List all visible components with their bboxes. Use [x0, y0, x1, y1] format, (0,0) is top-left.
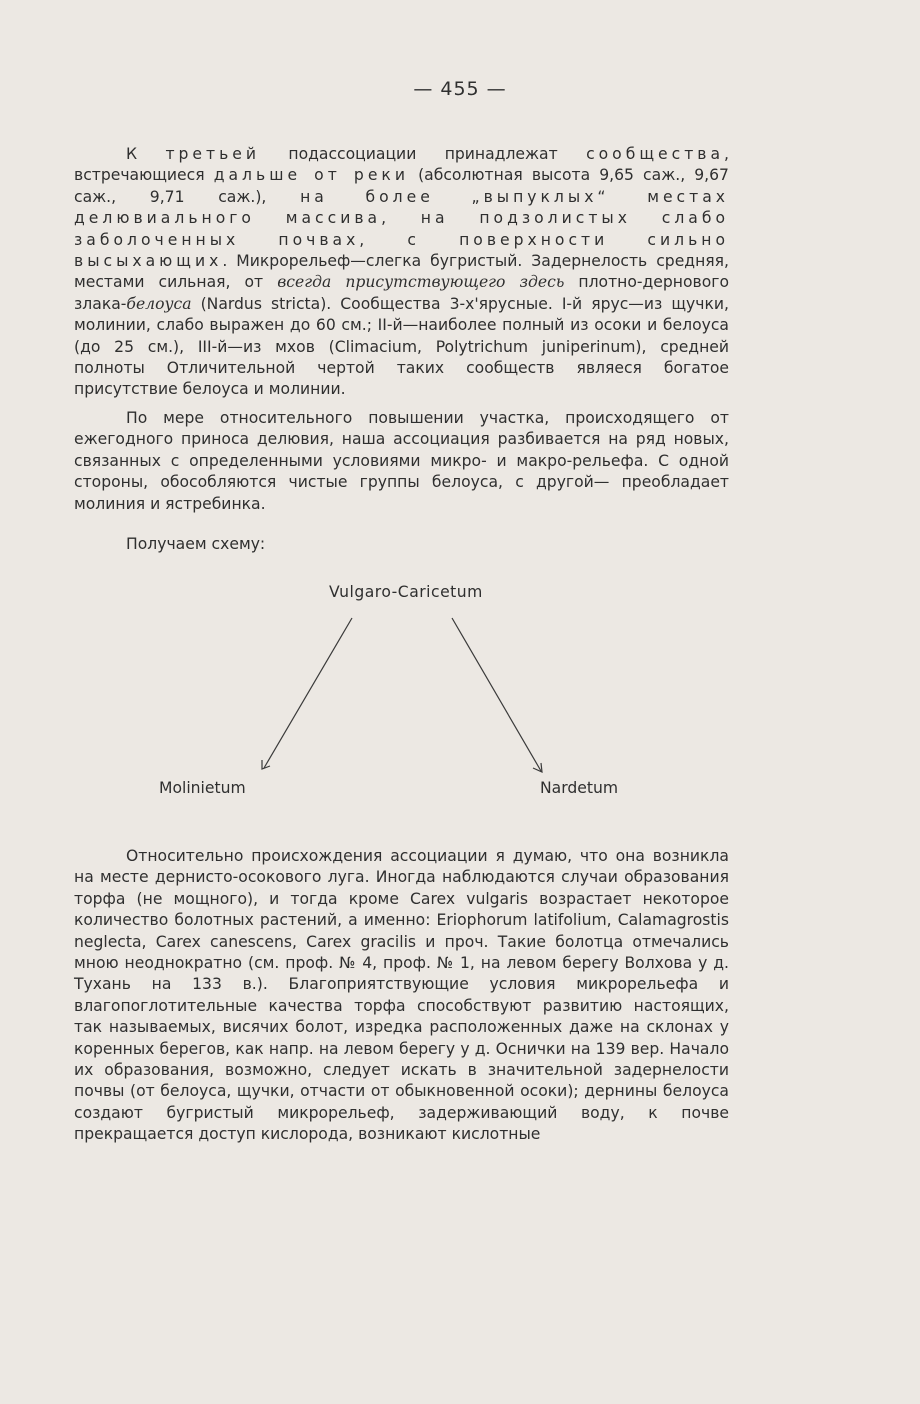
- arrow-right-line: [452, 618, 541, 771]
- scheme-arrows: [0, 570, 920, 830]
- arrow-left-line: [264, 618, 352, 768]
- page-number: — 455 —: [413, 78, 507, 100]
- scheme-intro: Получаем схему:: [126, 535, 266, 553]
- scheme-node-nardetum: Nardetum: [540, 779, 619, 797]
- paragraph-association-split: По мере относительного повышении участка, происходящего от ежегодного приноса делювия, наша ассоциация разбивается на ряд новых, связанных с определенными условиями микро- и макро-рельефа. С одной стороны, обособляются чистые группы белоуса, с другой— преобладает молиния и ястребинка.: [74, 409, 729, 513]
- scheme-node-molinietum: Molinietum: [159, 779, 246, 797]
- paragraph-third-subassociation: К третьей подассоциации принадлежат сообщества, встречающиеся дальше от реки (абсолютная высота 9,65 саж., 9,67 саж., 9,71 саж.), на более „выпуклых“ местах делювиального массива, на подзолистых слабо заболоченных почвах, с поверхности сильно высыхающих. Микрорельеф—слегка бугристый. Задернелость средняя, местами сильная, от всегда присутствующего здесь плотно-дернового злака-белоуса (Nardus stricta). Сообщества 3-х'ярусные. I-й ярус—из щучки, молинии, слабо выражен до 60 см.; II-й—наиболее полный из осоки и белоуса (до 25 см.), III-й—из мхов (Climacium, Polytrichum juniperinum), средней полноты Отличительной чертой таких сообществ являеся богатое присутствие белоуса и молинии.: [74, 145, 729, 399]
- scheme-node-vulgaro-caricetum: Vulgaro-Caricetum: [329, 583, 483, 601]
- paragraph-origin: Относительно происхождения ассоциации я думаю, что она возникла на месте дернисто-осокового луга. Иногда наблюдаются случаи образования торфа (не мощного), и тогда кроме Carex vulgaris возрастает некоторое количество болотных растений, а именно: Eriophorum latifolium, Calamagrostis neglecta, Carex canescens, Carex gracilis и проч. Такие болотца отмечались мною неоднократно (см. проф. № 4, проф. № 1, на левом берегу Волхова у д. Тухань на 133 в.). Благоприятствующие условия микрорельефа и влагопоглотительные качества торфа способствуют развитию настоящих, так называемых, висячих болот, изредка расположенных даже на склонах у коренных берегов, как напр. на левом берегу у д. Оснички на 139 вер. Начало их образования, возможно, следует искать в значительной задернелости почвы (от белоуса, щучки, отчасти от обыкновенной осоки); дернины белоуса создают бугристый микрорельеф, задерживающий воду, к почве прекращается доступ кислорода, возникают кислотные: [74, 847, 729, 1144]
- association-scheme-diagram: [0, 570, 920, 830]
